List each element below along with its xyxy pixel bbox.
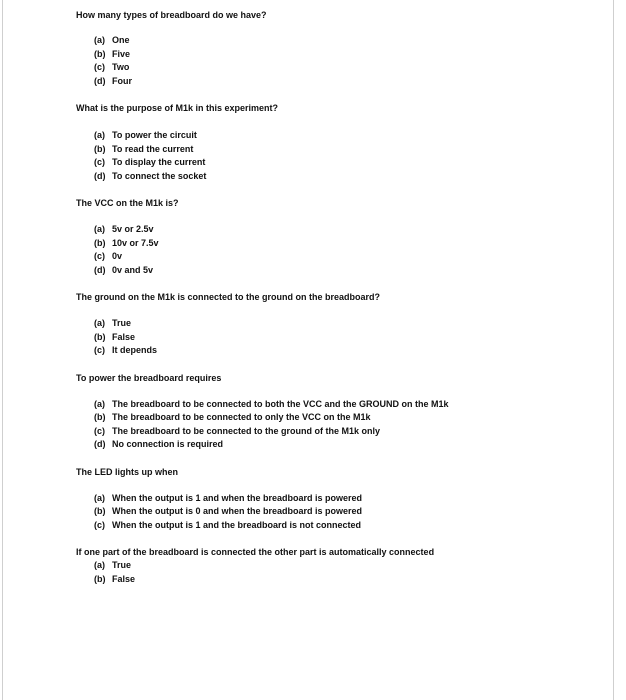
option-text: To power the circuit [112,130,197,140]
option-item [94,264,596,278]
option-text: When the output is 1 and the breadboard is not connected [112,519,362,530]
option-item [94,344,596,358]
option-item [94,237,596,251]
question-text: How many types of breadboard do we have? [76,10,267,20]
option-text: When the output is 0 and when the breadboard is powered [112,506,363,516]
option-letter: (b) [94,331,106,342]
option-letter: (b) [94,143,106,154]
question-text: The ground on the M1k is connected to the ground on the breadboard? [76,292,381,302]
option-item [94,519,596,533]
option-text: The breadboard to be connected to the ground of the M1k only [112,425,381,436]
option-item [94,505,596,519]
option-list [76,492,596,533]
option-letter: (d) [94,439,106,449]
option-list [76,223,596,277]
option-text: Five [112,48,131,59]
option-list [76,34,596,88]
option-item [94,331,596,345]
option-item [94,170,596,184]
quiz-content [76,9,596,586]
question-3 [76,197,596,277]
option-letter: (b) [94,573,106,584]
option-text: 0v [112,251,123,261]
question-2 [76,102,596,183]
option-item [94,317,596,331]
option-letter: (a) [94,35,105,45]
option-letter: (d) [94,264,106,275]
option-item [94,411,596,425]
option-letter: (a) [94,492,105,503]
option-item [94,34,596,48]
option-item [94,156,596,170]
option-text: When the output is 1 and when the breadboard is powered [112,492,363,503]
option-letter: (a) [94,318,105,328]
option-letter: (a) [94,398,105,409]
option-text: 0v and 5v [112,264,154,275]
option-item [94,75,596,89]
option-text: False [112,331,136,342]
option-list [76,398,596,452]
option-text: To display the current [112,157,206,167]
option-letter: (c) [94,157,105,167]
option-list [76,559,596,586]
option-letter: (a) [94,130,105,140]
question-7 [76,546,596,586]
option-text: To connect the socket [112,170,207,181]
option-text: Four [112,75,132,86]
option-text: To read the current [112,143,194,154]
option-text: Two [112,62,130,72]
option-letter: (c) [94,519,105,530]
option-letter: (a) [94,560,105,570]
option-item [94,573,596,587]
option-item [94,425,596,439]
question-5 [76,372,596,452]
option-list [76,129,596,183]
option-item [94,129,596,143]
option-item [94,250,596,264]
option-text: The breadboard to be connected to both the VCC and the GROUND on the M1k [112,398,449,409]
question-text: What is the purpose of M1k in this experiment? [76,103,279,113]
option-list [76,317,596,358]
question-6 [76,466,596,533]
option-letter: (d) [94,75,106,86]
option-text: 5v or 2.5v [112,224,154,234]
option-item [94,223,596,237]
option-text: True [112,560,132,570]
option-text: True [112,318,132,328]
question-text: The VCC on the M1k is? [76,198,179,208]
option-item [94,492,596,506]
option-text: It depends [112,345,158,355]
option-item [94,61,596,75]
option-letter: (c) [94,345,105,355]
option-letter: (c) [94,425,105,436]
question-1 [76,9,596,88]
option-text: No connection is required [112,439,224,449]
option-letter: (b) [94,48,106,59]
option-item [94,398,596,412]
option-text: One [112,35,130,45]
option-letter: (b) [94,506,106,516]
option-text: The breadboard to be connected to only the VCC on the M1k [112,412,371,422]
question-text: The LED lights up when [76,466,178,477]
option-item [94,438,596,452]
option-letter: (c) [94,251,105,261]
question-4 [76,291,596,358]
option-item [94,143,596,157]
option-letter: (b) [94,412,106,422]
option-item [94,559,596,573]
option-letter: (b) [94,237,106,248]
question-text: If one part of the breadboard is connected the other part is automatically connected [76,547,435,557]
option-text: False [112,573,136,584]
document-page [2,0,614,700]
option-letter: (c) [94,62,105,72]
option-item [94,48,596,62]
question-text: To power the breadboard requires [76,372,222,383]
option-text: 10v or 7.5v [112,237,159,248]
option-letter: (d) [94,170,106,181]
option-letter: (a) [94,224,105,234]
